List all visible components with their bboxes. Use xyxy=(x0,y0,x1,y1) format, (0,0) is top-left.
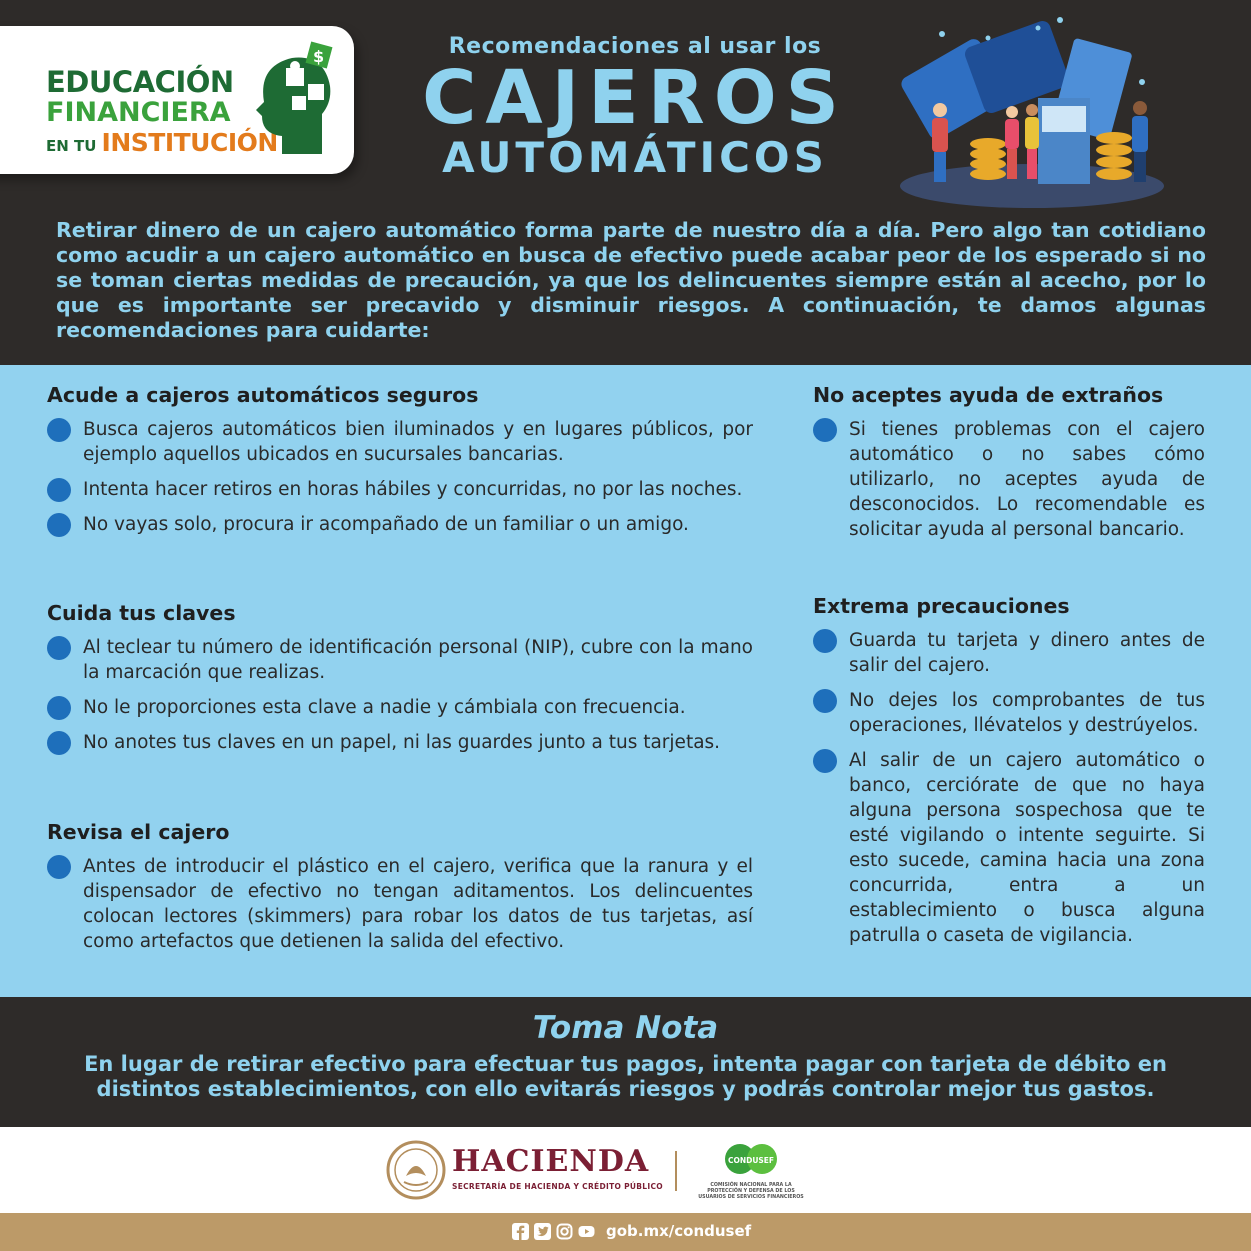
item-text: No anotes tus claves en un papel, ni las guardes junto a tus tarjetas. xyxy=(83,732,721,753)
hacienda-name: HACIENDA xyxy=(452,1144,650,1179)
item-text: Intenta hacer retiros en horas hábiles y concurridas, no por las noches. xyxy=(83,479,743,500)
logo-text xyxy=(46,65,278,157)
list-item xyxy=(813,748,1205,948)
section-no-aceptes-ayuda xyxy=(813,383,1205,552)
section-revisa-cajero xyxy=(47,820,753,964)
title-main-2: AUTOMÁTICOS xyxy=(442,133,828,182)
logo-line-3a: EN TU xyxy=(46,137,97,155)
instagram-icon[interactable] xyxy=(556,1223,573,1240)
title-subtitle: Recomendaciones al usar los xyxy=(448,34,822,59)
footer xyxy=(0,1127,1251,1213)
head-puzzle-icon xyxy=(252,36,334,164)
website-link[interactable]: gob.mx/condusef xyxy=(606,1222,752,1240)
item-text: Si tienes problemas con el cajero automático o no sabes cómo utilizarlo, no aceptes ayuda de desconocidos. Lo recomendable es solicitar ayuda al personal bancario. xyxy=(849,419,1205,540)
item-text: Busca cajeros automáticos bien iluminados y en lugares públicos, por ejemplo aquellos ubicados en sucursales bancarias. xyxy=(83,419,753,465)
section-title: No aceptes ayuda de extraños xyxy=(813,383,1164,407)
note-text: En lugar de retirar efectivo para efectuar tus pagos, intenta pagar con tarjeta de débito en distintos establecimientos, con ello evitarás riesgos y podrás controlar mejor tus gastos. xyxy=(84,1052,1167,1101)
list-item xyxy=(47,854,753,954)
bullet-icon xyxy=(813,418,837,442)
list-item xyxy=(813,628,1205,678)
twitter-icon[interactable] xyxy=(534,1223,551,1240)
condusef-logo-icon xyxy=(720,1141,782,1181)
item-text: No vayas solo, procura ir acompañado de un familiar o un amigo. xyxy=(83,514,689,535)
footer-divider xyxy=(675,1151,677,1191)
mexico-seal-icon xyxy=(386,1140,446,1200)
bullet-icon xyxy=(813,629,837,653)
bullet-icon xyxy=(47,636,71,660)
item-text: Guarda tu tarjeta y dinero antes de salir del cajero. xyxy=(849,630,1205,676)
educacion-financiera-logo xyxy=(0,26,354,174)
section-title: Cuida tus claves xyxy=(47,601,236,625)
list-item xyxy=(47,477,753,502)
section-title: Extrema precauciones xyxy=(813,594,1070,618)
item-text: No dejes los comprobantes de tus operaciones, llévatelos y destrúyelos. xyxy=(849,690,1205,736)
note-title: Toma Nota xyxy=(532,1010,719,1046)
logo-line-3b: INSTITUCIÓN xyxy=(101,128,278,157)
intro-paragraph: Retirar dinero de un cajero automático forma parte de nuestro día a día. Pero algo tan cotidiano como acudir a un cajero automático en busca de efectivo puede acabar peor de los esperado si no se toman ciertas medidas de precaución, ya que los delincuentes siempre están al acecho, por lo que es importante ser precavido y disminuir riesgos. A continuación, te damos algunas recomendaciones para cuidarte: xyxy=(56,218,1206,342)
youtube-icon[interactable] xyxy=(578,1223,595,1240)
item-text: No le proporciones esta clave a nadie y cámbiala con frecuencia. xyxy=(83,697,686,718)
logo-line-3 xyxy=(46,130,278,155)
logo-line-2: FINANCIERA xyxy=(46,97,231,128)
section-cajeros-seguros xyxy=(47,383,753,547)
list-item xyxy=(813,688,1205,738)
bullet-icon xyxy=(47,513,71,537)
item-text: Al teclear tu número de identificación personal (NIP), cubre con la mano la marcación que realizas. xyxy=(83,637,753,683)
section-title: Acude a cajeros automáticos seguros xyxy=(47,383,479,407)
section-cuida-claves xyxy=(47,601,753,765)
list-item xyxy=(47,730,753,755)
title-main: CAJEROS xyxy=(422,55,848,141)
bottom-bar xyxy=(0,1213,1251,1251)
recommendations-panel xyxy=(0,365,1251,997)
item-text: Antes de introducir el plástico en el cajero, verifica que la ranura y el dispensador de efectivo no tengan aditamentos. Los delincuentes colocan lectores (skimmers) para robar los datos de tus tarjetas, así como artefactos que detienen la salida del efectivo. xyxy=(83,856,753,952)
bullet-icon xyxy=(47,855,71,879)
list-item xyxy=(47,417,753,467)
facebook-icon[interactable] xyxy=(512,1223,529,1240)
hacienda-subtitle: SECRETARÍA DE HACIENDA Y CRÉDITO PÚBLICO xyxy=(452,1182,663,1191)
bullet-icon xyxy=(47,478,71,502)
svg-text:$: $ xyxy=(313,47,325,66)
item-text: Al salir de un cajero automático o banco, cerciórate de que no haya alguna persona sospechosa que te esté vigilando o intente seguirte. Si esto sucede, camina hacia una zona concurrida, entra a un establecimiento o busca alguna patrulla o caseta de vigilancia. xyxy=(849,750,1205,946)
bullet-icon xyxy=(47,731,71,755)
bullet-icon xyxy=(813,749,837,773)
toma-nota-panel xyxy=(0,997,1251,1127)
header xyxy=(0,0,1251,365)
bullet-icon xyxy=(47,696,71,720)
condusef-label: CONDUSEF xyxy=(727,1156,775,1165)
atm-illustration xyxy=(892,14,1172,214)
bullet-icon xyxy=(47,418,71,442)
logo-line-1: EDUCACIÓN xyxy=(46,65,234,99)
list-item xyxy=(47,635,753,685)
section-title: Revisa el cajero xyxy=(47,820,230,844)
condusef-description: COMISIÓN NACIONAL PARA LA PROTECCIÓN Y DEFENSA DE LOS USUARIOS DE SERVICIOS FINANCIEROS xyxy=(698,1183,804,1200)
list-item xyxy=(813,417,1205,542)
bullet-icon xyxy=(813,689,837,713)
section-extrema-precauciones xyxy=(813,594,1205,958)
list-item xyxy=(47,512,753,537)
list-item xyxy=(47,695,753,720)
social-icons xyxy=(512,1223,595,1241)
title-block xyxy=(400,34,870,182)
